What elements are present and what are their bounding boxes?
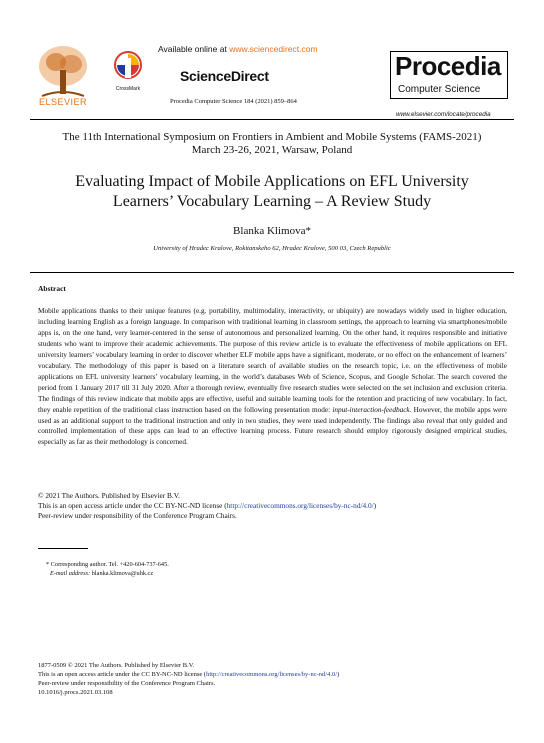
- bottom-info: [38, 661, 339, 697]
- email-address[interactable]: blanka.klimova@uhk.cz: [90, 570, 154, 577]
- email-line: [46, 569, 169, 578]
- procedia-url[interactable]: www.elsevier.com/locate/procedia: [396, 111, 491, 118]
- license-block: [38, 491, 507, 521]
- footnote-divider: [38, 548, 88, 549]
- title-line-2: Learners’ Vocabulary Learning – A Review Study: [112, 193, 432, 210]
- header-divider: [30, 119, 514, 120]
- crossmark-icon[interactable]: [113, 50, 143, 90]
- title-line-1: Evaluating Impact of Mobile Applications on EFL University: [75, 173, 469, 190]
- bottom-license-prefix: This is an open access article under the CC BY-NC-ND license (: [38, 671, 207, 678]
- available-online-line: [158, 44, 318, 54]
- conference-info: [20, 131, 524, 157]
- license-prefix: This is an open access article under the CC BY-NC-ND license (: [38, 501, 227, 510]
- issn-line: 1877-0509 © 2021 The Authors. Published by Elsevier B.V.: [38, 662, 195, 669]
- available-prefix: Available online at: [158, 44, 230, 54]
- abstract-divider: [30, 272, 514, 273]
- author-affiliation: University of Hradec Kralove, Rokitanskeho 62, Hradec Kralove, 500 03, Czech Republic: [153, 245, 391, 252]
- elsevier-wordmark: ELSEVIER: [38, 97, 88, 107]
- sciencedirect-link[interactable]: www.sciencedirect.com: [229, 44, 318, 54]
- license-line: [38, 501, 507, 511]
- abstract-text-part-1: Mobile applications thanks to their unique features (e.g. portability, multimodality, interactivity, or ubiquity) are nowadays widely used in higher education, including learning English as a foreign language. In comparison with traditional learning in classroom settings, the approach to learning via smartphones/mobile apps is, on the one hand, very learner-centered in the sense of autonomous and personalized learning. On the other hand, it requires responsible and initiative students who want to improve their academic achievements. The purpose of this review article is to evaluate the effectiveness of mobile applications on EFL university learners’ vocabulary learning in order to discover whether ELF mobile apps have a significant, moderate, or no effect on the enhancement of learners’ vocabulary. The methodology of this paper is based on a literature search of available studies on the research topic, i.e. on the effectiveness of mobile applications on EFL university learners’ vocabulary learning, in the world’s databases Web of Science, Scopus, and Google Scholar. The search covered the period from 1 January 2017 till 31 July 2020. After a thorough review, eventually five research studies were selected on the set inclusion and exclusion criteria. The findings of this review indicate that mobile apps are effective, useful and suitable learning tools for the retention and practicing of new vocabulary. In fact, they enable repetition of the traditional class instruction based on the following presentation mode:: [38, 307, 507, 414]
- email-label: E-mail address:: [50, 570, 91, 577]
- bottom-peer-review: Peer-review under responsibility of the Conference Program Chairs.: [38, 680, 216, 687]
- copyright-line: © 2021 The Authors. Published by Elsevier B.V.: [38, 491, 180, 500]
- peer-review-line: Peer-review under responsibility of the Conference Program Chairs.: [38, 511, 237, 520]
- journal-citation: Procedia Computer Science 184 (2021) 859–864: [170, 98, 297, 105]
- crossmark-label: CrossMark: [115, 86, 141, 92]
- author-name: Blanka Klimova*: [233, 225, 311, 237]
- abstract-emphasis: input-interaction-feedback: [332, 405, 410, 414]
- conference-date-location: March 23-26, 2021, Warsaw, Poland: [191, 144, 353, 156]
- doi[interactable]: 10.1016/j.procs.2021.03.108: [38, 689, 113, 696]
- abstract-body: [38, 306, 507, 448]
- license-link[interactable]: http://creativecommons.org/licenses/by-nc-nd/4.0/: [226, 501, 374, 510]
- bottom-license-link[interactable]: http://creativecommons.org/licenses/by-nc-nd/4.0/: [206, 671, 337, 678]
- procedia-wordmark: Procedia: [395, 51, 501, 81]
- procedia-subtitle: Computer Science: [398, 84, 481, 95]
- bottom-license-suffix: ): [337, 671, 340, 678]
- abstract-heading: Abstract: [38, 284, 66, 293]
- sciencedirect-title: ScienceDirect: [180, 68, 269, 84]
- footnote: [46, 560, 169, 578]
- corresponding-author: * Corresponding author. Tel. +420-604-737-645.: [46, 561, 169, 568]
- conference-name: The 11th International Symposium on Frontiers in Ambient and Mobile Systems (FAMS-2021): [62, 131, 482, 143]
- license-suffix: ): [373, 501, 377, 510]
- bottom-license-line: [38, 670, 339, 679]
- paper-title: [20, 172, 524, 212]
- abstract-text-part-2: . However, the mobile apps were used as an additional support to the traditional instruction and only in two studies, they were used independently. The findings also reveal that only guided and controlled implementation of these apps can lead to an effective learning process. Future research should employ rigorously designed empirical studies, especially as far as their methodology is concerned.: [38, 405, 507, 447]
